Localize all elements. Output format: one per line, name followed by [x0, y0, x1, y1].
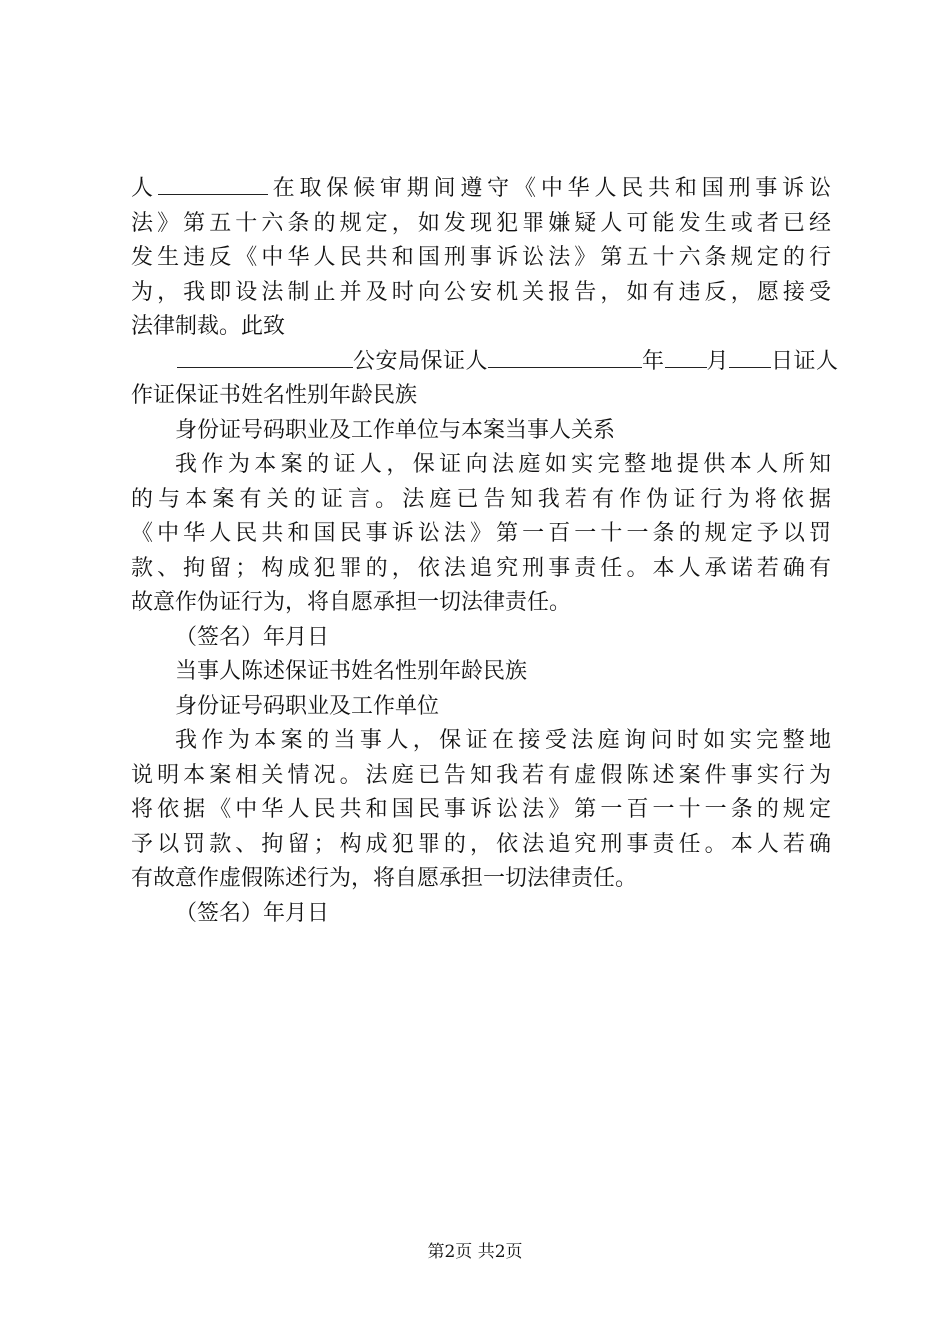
signature-date-line: （签名）年月日 [175, 900, 330, 926]
text-line: 法》第五十六条的规定，如发现犯罪嫌疑人可能发生或者已经 [131, 210, 831, 236]
text-line: 说明本案相关情况。法庭已告知我若有虚假陈述案件事实行为 [131, 762, 831, 788]
text-fragment: 在取保候审期间遵守《中华人民共和国刑事诉讼 [267, 176, 831, 201]
text-line: 发生违反《中华人民共和国刑事诉讼法》第五十六条规定的行 [131, 245, 831, 270]
text-line: 有故意作虚假陈述行为，将自愿承担一切法律责任。 [131, 866, 638, 891]
text-line: 款、拘留；构成犯罪的，依法追究刑事责任。本人承诺若确有 [131, 555, 831, 581]
fill-in-blank [665, 345, 707, 368]
text-line: 将依据《中华人民共和国民事诉讼法》第一百一十一条的规定 [131, 797, 831, 822]
text-line: 为，我即设法制止并及时向公安机关报告，如有违反，愿接受 [131, 279, 831, 305]
text-fragment: 年 [642, 348, 665, 374]
text-line: 法律制裁。此致 [131, 314, 286, 339]
text-line: 身份证号码职业及工作单位与本案当事人关系 [175, 417, 616, 443]
document-body [131, 172, 839, 931]
text-line: 故意作伪证行为，将自愿承担一切法律责任。 [131, 590, 572, 615]
fill-in-blank [729, 345, 771, 368]
text-line: 予以罚款、拘留；构成犯罪的，依法追究刑事责任。本人若确 [131, 831, 831, 857]
text-line: 我作为本案的当事人，保证在接受法庭询问时如实完整地 [175, 728, 831, 753]
text-line: 当事人陈述保证书姓名性别年龄民族 [175, 659, 528, 684]
text-line: 我作为本案的证人，保证向法庭如实完整地提供本人所知 [175, 452, 831, 477]
text-line [131, 345, 839, 380]
signature-date-line: （签名）年月日 [175, 624, 330, 650]
text-fragment: 公安局保证人 [353, 348, 489, 374]
fill-in-blank [177, 345, 353, 368]
text-line: 作证保证书姓名性别年龄民族 [131, 383, 418, 408]
text-fragment: 日证人 [771, 348, 839, 374]
fill-in-blank [158, 172, 268, 195]
fill-in-blank [488, 345, 642, 368]
page-number-footer: 第2页 共2页 [427, 1242, 523, 1262]
text-line: 《中华人民共和国民事诉讼法》第一百一十一条的规定予以罚 [131, 521, 831, 546]
text-line [131, 172, 831, 207]
text-fragment: 月 [706, 348, 730, 374]
text-fragment: 人 [131, 176, 158, 201]
text-line: 的与本案有关的证言。法庭已告知我若有作伪证行为将依据 [131, 486, 831, 512]
text-line: 身份证号码职业及工作单位 [175, 693, 440, 719]
